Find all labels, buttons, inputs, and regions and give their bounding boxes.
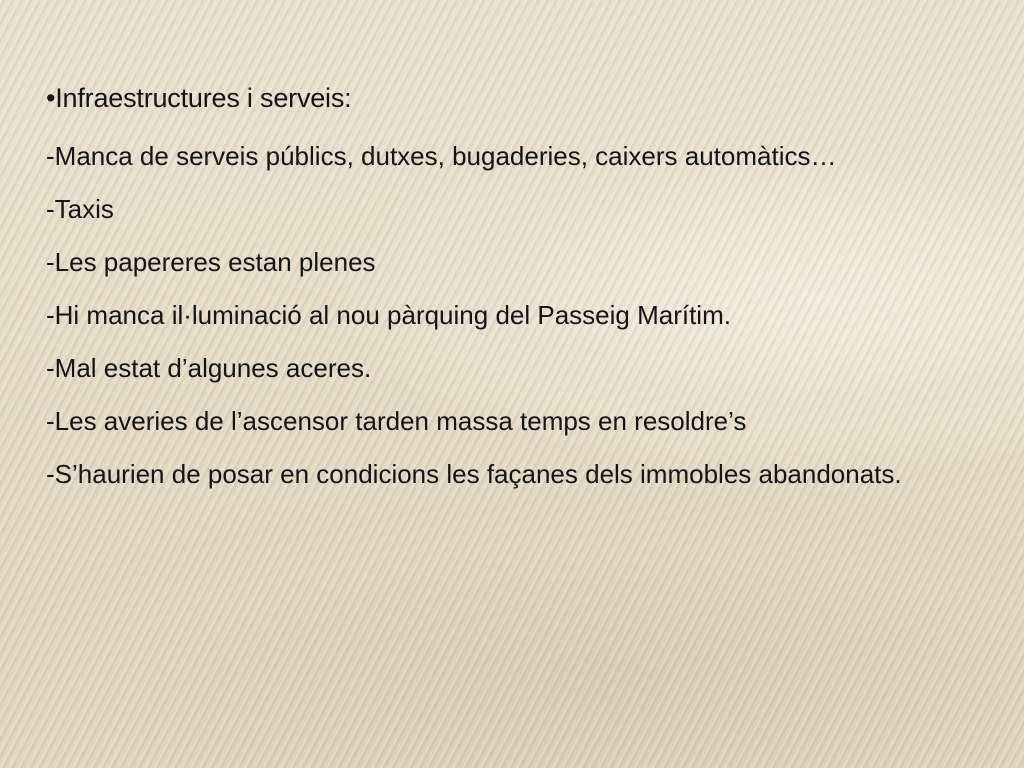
- slide-heading: •Infraestructures i serveis:: [46, 83, 352, 113]
- bullet-item-facades: -S’haurien de posar en condicions les façanes dels immobles abandonats.: [46, 459, 902, 489]
- bullet-item-services: -Manca de serveis públics, dutxes, bugaderies, caixers automàtics…: [46, 141, 837, 171]
- bullet-item-taxis: -Taxis: [46, 194, 114, 224]
- slide-body: [46, 78, 944, 492]
- bullet-item-lighting: -Hi manca il·luminació al nou pàrquing del Passeig Marítim.: [46, 300, 731, 330]
- bullet-item-sidewalks: -Mal estat d’algunes aceres.: [46, 353, 372, 383]
- bullet-item-elevator: -Les averies de l’ascensor tarden massa temps en resoldre’s: [46, 406, 747, 436]
- bullet-item-bins: -Les papereres estan plenes: [46, 247, 376, 277]
